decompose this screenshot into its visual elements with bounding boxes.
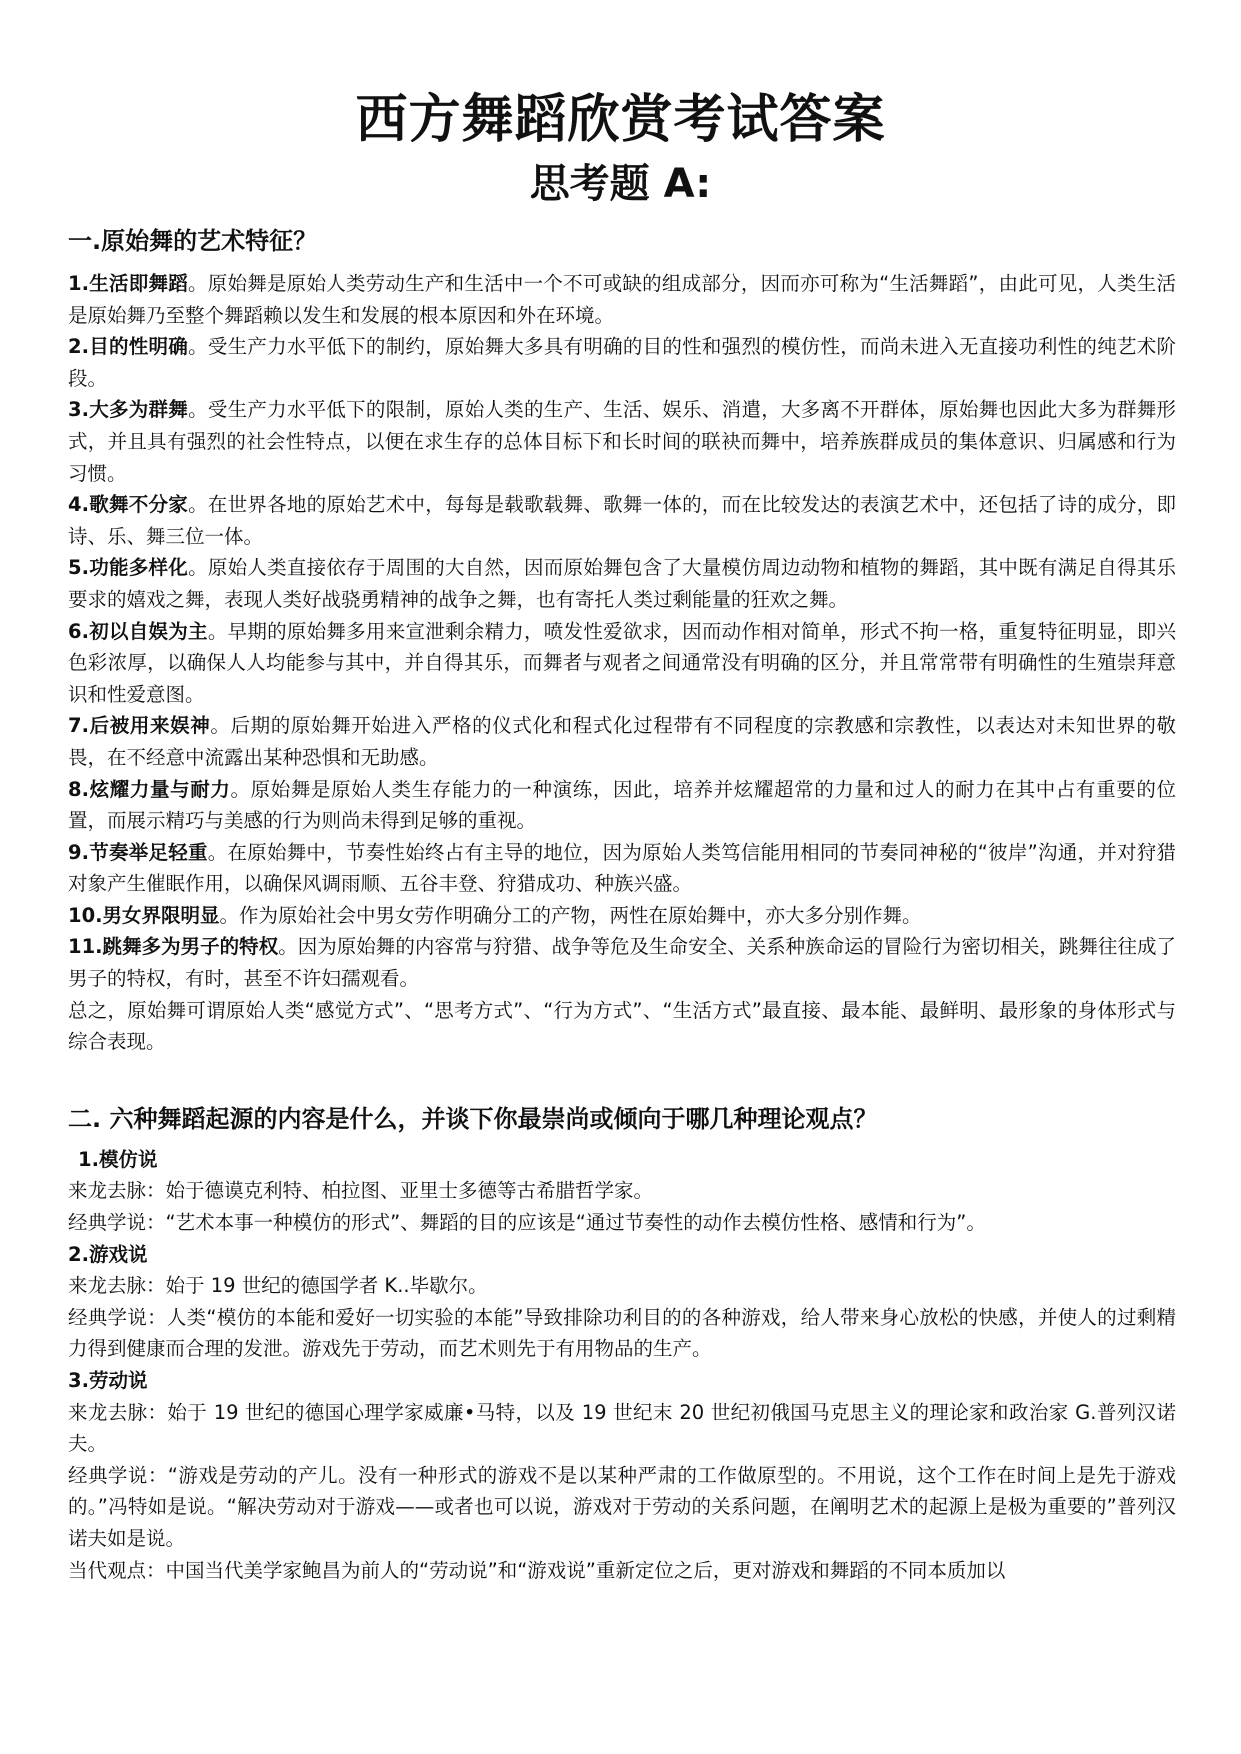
theory-paragraph: 来龙去脉：始于德谟克利特、柏拉图、亚里士多德等古希腊哲学家。: [68, 1179, 654, 1203]
feature-item: [68, 489, 1176, 552]
feature-label: 9.节奏举足轻重: [68, 840, 208, 864]
theory-list: [68, 1144, 1176, 1586]
feature-item: [68, 616, 1176, 711]
feature-text: 。受生产力水平低下的制约，原始舞大多具有明确的目的性和强烈的模仿性，而尚未进入无直接功利性的纯艺术阶段。: [68, 335, 1176, 390]
feature-text: 。作为原始社会中男女劳作明确分工的产物，两性在原始舞中，亦大多分别作舞。: [219, 903, 922, 927]
theory-heading: 2.游戏说: [68, 1242, 148, 1266]
feature-text: 。在原始舞中，节奏性始终占有主导的地位，因为原始人类笃信能用相同的节奏同神秘的“彼岸”沟通，并对狩猎对象产生催眠作用，以确保风调雨顺、五谷丰登、狩猎成功、种族兴盛。: [68, 840, 1176, 896]
feature-text: 。因为原始舞的内容常与狩猎、战争等危及生命安全、关系种族命运的冒险行为密切相关，跳舞往往成了男子的特权，有时，甚至不许妇孺观看。: [68, 935, 1176, 991]
feature-item: [68, 268, 1176, 331]
feature-list: [68, 268, 1176, 995]
theory-paragraph: 当代观点：中国当代美学家鲍昌为前人的“劳动说”和“游戏说”重新定位之后，更对游戏和舞蹈的不同本质加以: [68, 1558, 1006, 1582]
feature-text: 。后期的原始舞开始进入严格的仪式化和程式化过程带有不同程度的宗教感和宗教性，以表达对未知世界的敬畏，在不经意中流露出某种恐惧和无助感。: [68, 714, 1176, 769]
feature-item: [68, 331, 1176, 394]
feature-text: 。早期的原始舞多用来宣泄剩余精力，喷发性爱欲求，因而动作相对简单，形式不拘一格，重复特征明显，即兴色彩浓厚，以确保人人均能参与其中，并自得其乐，而舞者与观者之间通常没有明确的区分，并且常常带有明确性的生殖崇拜意识和性爱意图。: [68, 619, 1176, 706]
feature-label: 5.功能多样化: [68, 556, 189, 580]
section-2: [68, 1102, 1176, 1586]
feature-text: 。在世界各地的原始艺术中，每每是载歌载舞、歌舞一体的，而在比较发达的表演艺术中，还包括了诗的成分，即诗、乐、舞三位一体。: [68, 493, 1176, 548]
feature-label: 2.目的性明确: [68, 335, 189, 359]
theory-paragraph: 来龙去脉：始于 19 世纪的德国心理学家威廉•马特，以及 19 世纪末 20 世纪初俄国马克思主义的理论家和政治家 G.普列汉诺夫。: [68, 1400, 1176, 1456]
feature-item: [68, 774, 1176, 837]
feature-item: [68, 900, 1176, 932]
feature-text: 。原始人类直接依存于周围的大自然，因而原始舞包含了大量模仿周边动物和植物的舞蹈，其中既有满足自得其乐要求的嬉戏之舞，表现人类好战骁勇精神的战争之舞，也有寄托人类过剩能量的狂欢之舞。: [68, 556, 1176, 611]
feature-label: 10.男女界限明显: [68, 903, 220, 927]
feature-item: [68, 931, 1176, 994]
document-title: 西方舞蹈欣赏考试答案: [355, 90, 886, 150]
feature-label: 11.跳舞多为男子的特权: [68, 935, 279, 959]
feature-item: [68, 394, 1176, 489]
feature-text: 。受生产力水平低下的限制，原始人类的生产、生活、娱乐、消遣，大多离不开群体，原始舞也因此大多为群舞形式，并且具有强烈的社会性特点，以便在求生存的总体目标下和长时间的联袂而舞中，培养族群成员的集体意识、归属感和行为习惯。: [68, 398, 1176, 485]
section-1: [68, 224, 1176, 1058]
feature-text: 。原始舞是原始人类生存能力的一种演练，因此，培养并炫耀超常的力量和过人的耐力在其中占有重要的位置，而展示精巧与美感的行为则尚未得到足够的重视。: [68, 777, 1176, 833]
section-2-heading: 二. 六种舞蹈起源的内容是什么，并谈下你最崇尚或倾向于哪几种理论观点？: [68, 1104, 878, 1133]
feature-label: 3.大多为群舞: [68, 398, 189, 422]
feature-label: 7.后被用来娱神: [68, 714, 211, 738]
theory-paragraph: 经典学说：“艺术本事一种模仿的形式”、舞蹈的目的应该是“通过节奏性的动作去模仿性格、感情和行为”。: [68, 1211, 986, 1235]
feature-label: 4.歌舞不分家: [68, 493, 189, 517]
document-subtitle: 思考题 A:: [529, 161, 712, 207]
theory-heading: 1.模仿说: [78, 1147, 158, 1171]
feature-item: [68, 710, 1176, 773]
feature-item: [68, 552, 1176, 615]
feature-label: 6.初以自娱为主: [68, 619, 208, 643]
theory-paragraph: 经典学说：“游戏是劳动的产儿。没有一种形式的游戏不是以某种严肃的工作做原型的。不用说，这个工作在时间上是先于游戏的。”冯特如是说。“解决劳动对于游戏——或者也可以说，游戏对于劳动的关系问题，在阐明艺术的起源上是极为重要的”普列汉诺夫如是说。: [68, 1463, 1176, 1550]
feature-item: [68, 837, 1176, 900]
section-1-heading: 一.原始舞的艺术特征？: [68, 227, 318, 255]
theory-heading: 3.劳动说: [68, 1369, 148, 1392]
feature-label: 1.生活即舞蹈: [68, 272, 188, 295]
theory-paragraph: 经典学说：人类“模仿的本能和爱好一切实验的本能”导致排除功利目的的各种游戏，给人带来身心放松的快感，并使人的过剩精力得到健康而合理的发泄。游戏先于劳动，而艺术则先于有用物品的生产。: [68, 1305, 1176, 1361]
summary-paragraph: 总之，原始舞可谓原始人类“感觉方式”、“思考方式”、“行为方式”、“生活方式”最直接、最本能、最鲜明、最形象的身体形式与综合表现。: [68, 998, 1176, 1054]
feature-text: 。原始舞是原始人类劳动生产和生活中一个不可或缺的组成部分，因而亦可称为“生活舞蹈”，由此可见，人类生活是原始舞乃至整个舞蹈赖以发生和发展的根本原因和外在环境。: [68, 272, 1176, 327]
feature-label: 8.炫耀力量与耐力: [68, 777, 231, 801]
theory-paragraph: 来龙去脉：始于 19 世纪的德国学者 K..毕歇尔。: [68, 1274, 488, 1298]
